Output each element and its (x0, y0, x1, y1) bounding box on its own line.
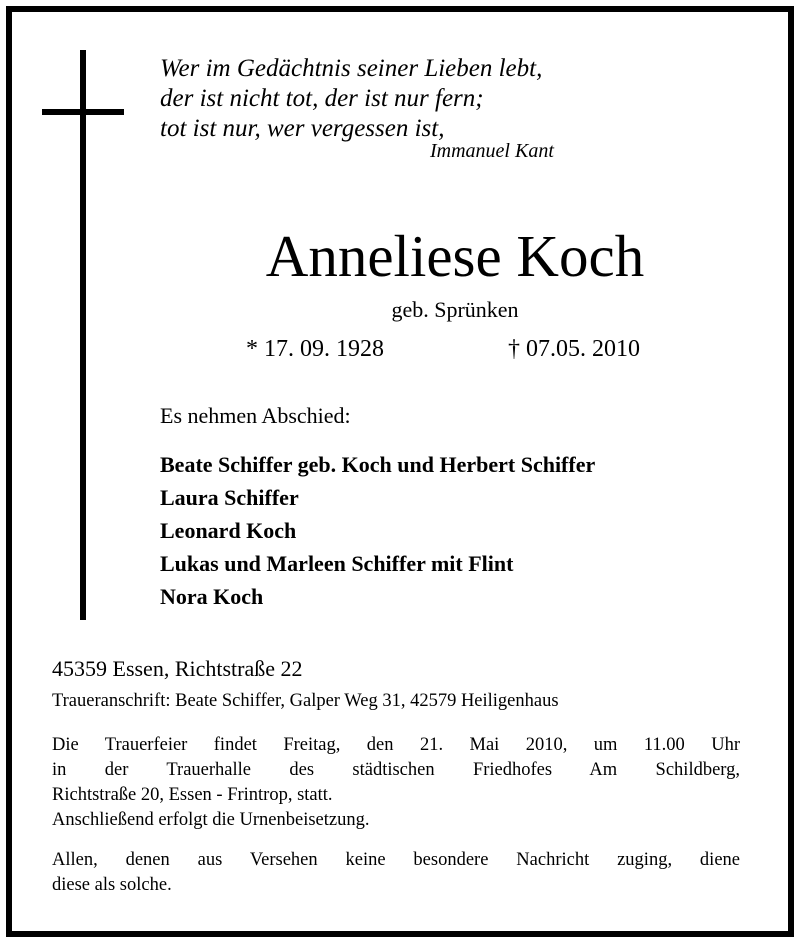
service-line: Richtstraße 20, Essen - Frintrop, statt. (52, 785, 333, 805)
mourner: Laura Schiffer (160, 485, 299, 510)
notice (52, 848, 740, 898)
farewell-heading: Es nehmen Abschied: (160, 403, 351, 428)
mourner: Lukas und Marleen Schiffer mit Flint (160, 551, 514, 576)
quote-line: der ist nicht tot, der ist nur fern; (160, 85, 484, 112)
mourner: Beate Schiffer geb. Koch und Herbert Schiffer (160, 452, 596, 477)
birth-date: * 17. 09. 1928 (246, 336, 384, 362)
quote (160, 54, 542, 144)
cross-icon-bar (42, 109, 124, 115)
mourning-address: Traueranschrift: Beate Schiffer, Galper Weg 31, 42579 Heiligenhaus (52, 691, 559, 711)
death-date: † 07.05. 2010 (508, 336, 640, 362)
service-line: Die Trauerfeier findet Freitag, den 21. Mai 2010, um 11.00 Uhr (52, 735, 740, 755)
service-line: Anschließend erfolgt die Urnenbeisetzung. (52, 810, 370, 830)
notice-line: diese als solche. (52, 875, 172, 895)
deceased-name: Anneliese Koch (265, 223, 645, 289)
mourner: Nora Koch (160, 584, 264, 609)
maiden-name: geb. Sprünken (391, 297, 519, 322)
quote-line: Wer im Gedächtnis seiner Lieben lebt, (160, 55, 543, 82)
cross-icon (80, 50, 86, 620)
service-line: in der Trauerhalle des städtischen Friedhofes Am Schildberg, (52, 760, 740, 780)
funeral-service-info (52, 733, 740, 833)
quote-author: Immanuel Kant (430, 140, 554, 162)
notice-line: Allen, denen aus Versehen keine besondere Nachricht zuging, diene (52, 850, 740, 870)
mourners-list (160, 448, 595, 613)
mourner: Leonard Koch (160, 518, 297, 543)
quote-line: tot ist nur, wer vergessen ist, (160, 115, 445, 142)
home-address: 45359 Essen, Richtstraße 22 (52, 656, 303, 681)
